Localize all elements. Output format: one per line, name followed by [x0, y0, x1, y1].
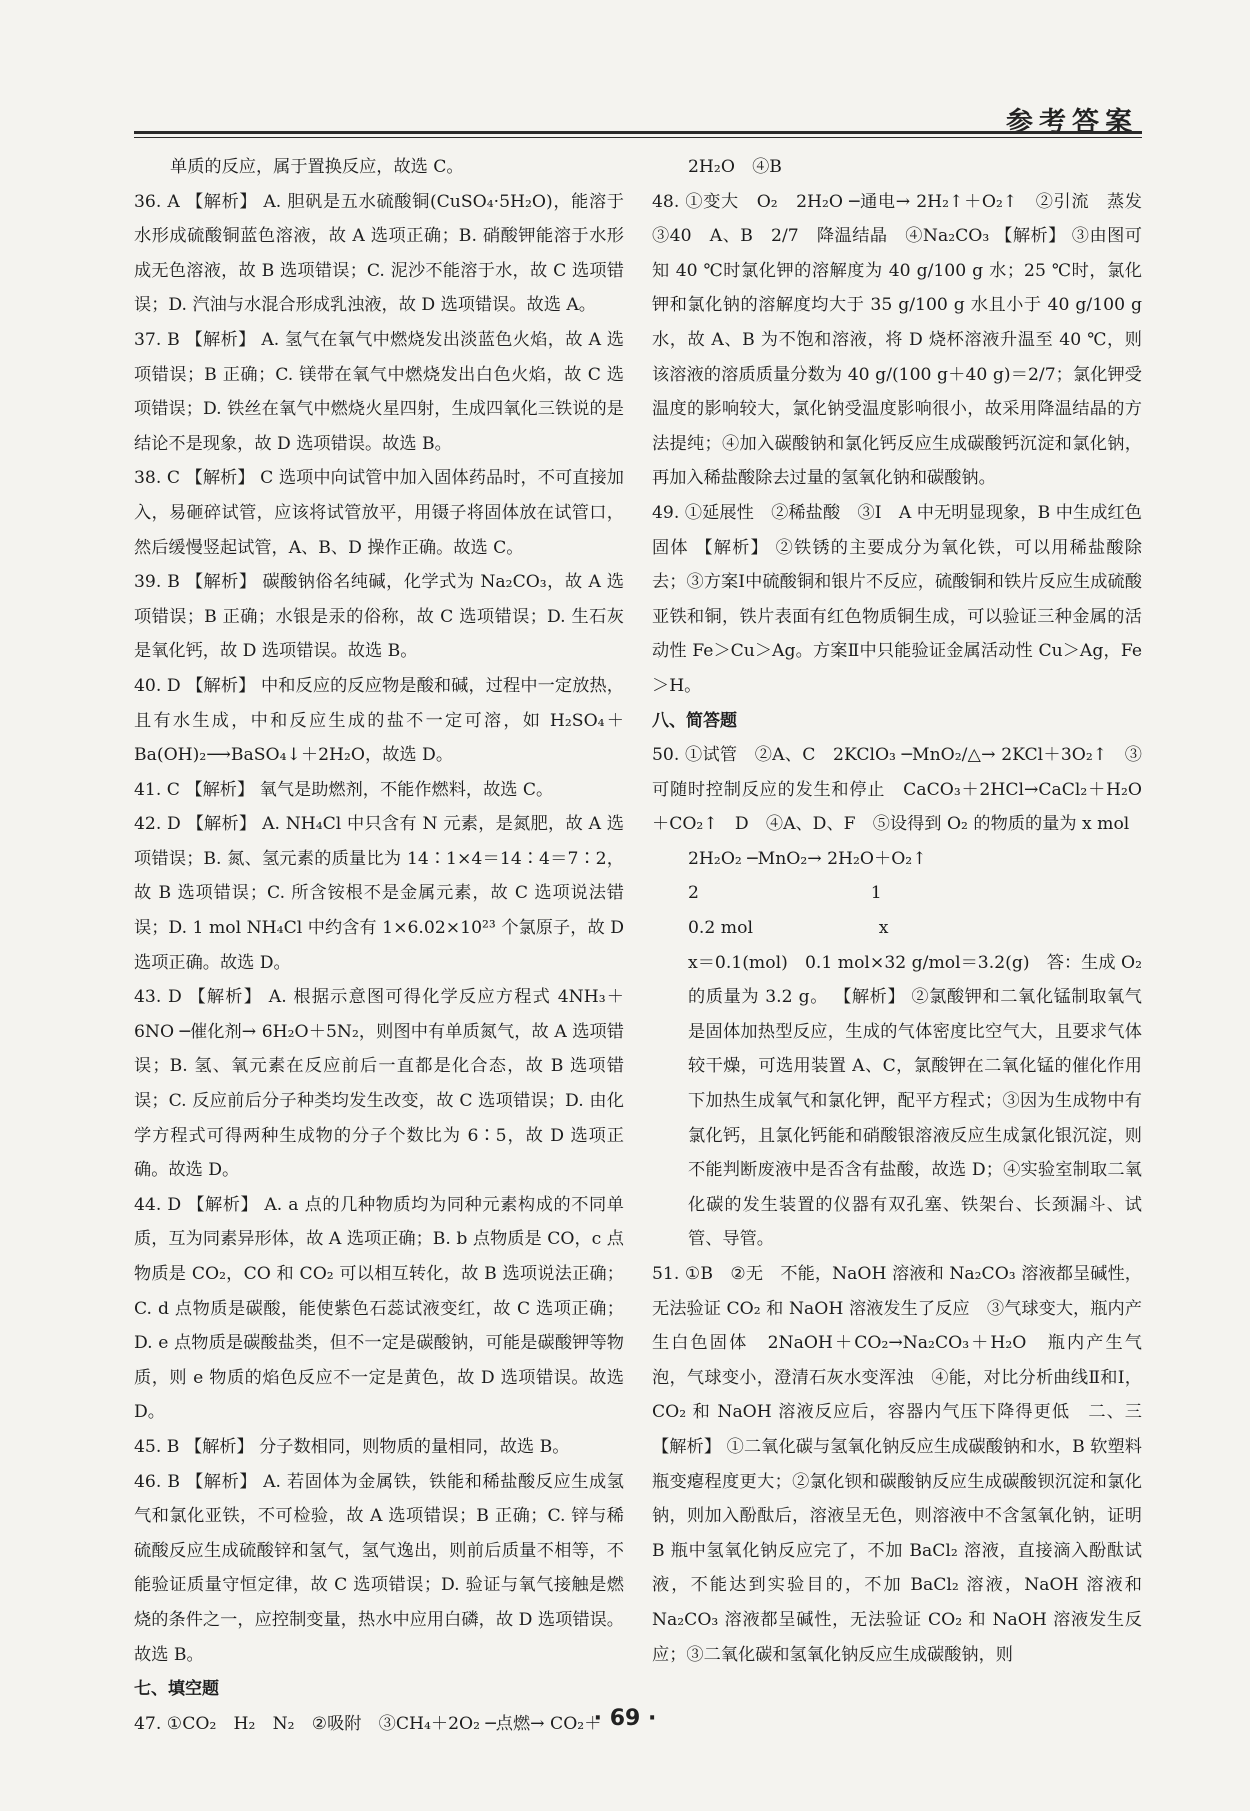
- answer-37: 37. B 【解析】 A. 氢气在氧气中燃烧发出淡蓝色火焰，故 A 选项错误；B 正确；C. 镁带在氧气中燃烧发出白色火焰，故 C 选项错误；D. 铁丝在氧气中燃烧火星四射，生成四氧化三铁说的是结论不是现象，故 D 选项错误。故选 B。: [134, 329, 624, 454]
- answer-50: 50. ①试管 ②A、C 2KClO₃ ─MnO₂/△→ 2KCl＋3O₂↑ ③可随时控制反应的发生和停止 CaCO₃＋2HCl→CaCl₂＋H₂O＋CO₂↑ D ④A、D、F ⑤设得到 O₂ 的物质的量为 x mol: [652, 745, 1142, 835]
- left-column: [134, 150, 624, 1734]
- page-header-title: 参考答案: [1006, 107, 1138, 138]
- answer-46: 46. B 【解析】 A. 若固体为金属铁，铁能和稀盐酸反应生成氢气和氯化亚铁，不可检验，故 A 选项错误；B 正确；C. 锌与稀硫酸反应生成硫酸锌和氢气，氢气逸出，则前后质量不相等，不能验证质量守恒定律，故 C 选项错误；D. 验证与氧气接触是燃烧的条件之一，应控制变量，热水中应用白磷，故 D 选项错误。故选 B。: [134, 1471, 624, 1665]
- answer-43: 43. D 【解析】 A. 根据示意图可得化学反应方程式 4NH₃＋6NO ─催化剂→ 6H₂O＋5N₂，则图中有单质氮气，故 A 选项错误；B. 氢、氧元素在反应前后一直都是化合态，故 B 选项错误；C. 反应前后分子种类均发生改变，故 C 选项错误；D. 由化学方程式可得两种生成物的分子个数比为 6∶5，故 D 选项正确。故选 D。: [134, 987, 624, 1181]
- page-number: · 69 ·: [593, 1706, 657, 1731]
- header-rule-thin: [134, 137, 1142, 138]
- answer-51: 51. ①B ②无 不能，NaOH 溶液和 Na₂CO₃ 溶液都呈碱性，无法验证 CO₂ 和 NaOH 溶液发生了反应 ③气球变大，瓶内产生白色固体 2NaOH＋CO₂→Na₂CO₃＋H₂O 瓶内产生气泡，气球变小，澄清石灰水变浑浊 ④能，对比分析曲线Ⅱ和Ⅰ，CO₂ 和 NaOH 溶液反应后，容器内气压下降得更低 二、三 【解析】 ①二氧化碳与氢氧化钠反应生成碳酸钠和水，B 软塑料瓶变瘪程度更大；②氯化钡和碳酸钠反应生成碳酸钡沉淀和氯化钠，则加入酚酞后，溶液呈无色，则溶液中不含氢氧化钠，证明 B 瓶中氢氧化钠反应完了，不加 BaCl₂ 溶液，直接滴入酚酞试液，不能达到实验目的，不加 BaCl₂ 溶液，NaOH 溶液和 Na₂CO₃ 溶液都呈碱性，无法验证 CO₂ 和 NaOH 溶液发生反应；③二氧化碳和氢氧化钠反应生成碳酸钠，则: [652, 1264, 1142, 1665]
- answer-50-amount: 0.2 mol x: [688, 918, 889, 939]
- right-column: [652, 150, 1160, 1670]
- answer-47-continued: 2H₂O ④B: [688, 157, 782, 177]
- answer-paragraph: 单质的反应，属于置换反应，故选 C。: [170, 157, 464, 177]
- section-heading-fill-blank: 七、填空题: [134, 1679, 219, 1700]
- answer-45: 45. B 【解析】 分子数相同，则物质的量相同，故选 B。: [134, 1436, 570, 1457]
- answer-44: 44. D 【解析】 A. a 点的几种物质均为同种元素构成的不同单质，互为同素异形体，故 A 选项正确；B. b 点物质是 CO，c 点物质是 CO₂，CO 和 CO₂ 可以相互转化，故 B 选项说法正确；C. d 点物质是碳酸，能使紫色石蕊试液变红，故 C 选项正确；D. e 点物质是碳酸盐类，但不一定是碳酸钠，可能是碳酸钾等物质，则 e 物质的焰色反应不一定是黄色，故 D 选项错误。故选 D。: [134, 1194, 624, 1423]
- section-heading-short-answer: 八、简答题: [652, 710, 737, 731]
- answer-36: 36. A 【解析】 A. 胆矾是五水硫酸铜(CuSO₄·5H₂O)，能溶于水形成硫酸铜蓝色溶液，故 A 选项正确；B. 硝酸钾能溶于水形成无色溶液，故 B 选项错误；C. 泥沙不能溶于水，故 C 选项错误；D. 汽油与水混合形成乳浊液，故 D 选项错误。故选 A。: [134, 191, 624, 316]
- answer-39: 39. B 【解析】 碳酸钠俗名纯碱，化学式为 Na₂CO₃，故 A 选项错误；B 正确；水银是汞的俗称，故 C 选项错误；D. 生石灰是氧化钙，故 D 选项错误。故选 B。: [134, 572, 624, 662]
- answer-48: 48. ①变大 O₂ 2H₂O ─通电→ 2H₂↑＋O₂↑ ②引流 蒸发 ③40 A、B 2/7 降温结晶 ④Na₂CO₃ 【解析】 ③由图可知 40 ℃时氯化钾的溶解度为 40 g/100 g 水；25 ℃时，氯化钾和氯化钠的溶解度均大于 35 g/100 g 水且小于 40 g/100 g 水，故 A、B 为不饱和溶液，将 D 烧杯溶液升温至 40 ℃，则该溶液的溶质质量分数为 40 g/(100 g＋40 g)＝2/7；氯化钾受温度的影响较大，氯化钠受温度影响很小，故采用降温结晶的方法提纯；④加入碳酸钠和氯化钙反应生成碳酸钙沉淀和氯化钠，再加入稀盐酸除去过量的氢氧化钠和碳酸钠。: [652, 191, 1160, 489]
- answer-40: 40. D 【解析】 中和反应的反应物是酸和碱，过程中一定放热，且有水生成，中和反应生成的盐不一定可溶，如 H₂SO₄＋Ba(OH)₂⟶BaSO₄↓＋2H₂O，故选 D。: [134, 675, 624, 766]
- answer-41: 41. C 【解析】 氧气是助燃剂，不能作燃料，故选 C。: [134, 779, 554, 800]
- header-rule: [134, 131, 1142, 134]
- answer-47: 47. ①CO₂ H₂ N₂ ②吸附 ③CH₄＋2O₂ ─点燃→ CO₂＋: [134, 1713, 602, 1734]
- answer-50-equation: 2H₂O₂ ─MnO₂→ 2H₂O＋O₂↑: [688, 848, 927, 869]
- answer-50-solution: x＝0.1(mol) 0.1 mol×32 g/mol＝3.2(g) 答：生成 O₂ 的质量为 3.2 g。 【解析】 ②氯酸钾和二氧化锰制取氧气是固体加热型反应，生成的气体密度比空气大，且要求气体较干燥，可选用装置 A、C，氯酸钾在二氧化锰的催化作用下加热生成氧气和氯化钾，配平方程式；③因为生成物中有氯化钙，且氯化钙能和硝酸银溶液反应生成氯化银沉淀，则不能判断废液中是否含有盐酸，故选 D；④实验室制取二氧化碳的发生装置的仪器有双孔塞、铁架台、长颈漏斗、试管、导管。: [688, 952, 1142, 1250]
- answer-38: 38. C 【解析】 C 选项中向试管中加入固体药品时，不可直接加入，易砸碎试管，应该将试管放平，用镊子将固体放在试管口，然后缓慢竖起试管，A、B、D 操作正确。故选 C。: [134, 468, 624, 558]
- answer-49: 49. ①延展性 ②稀盐酸 ③Ⅰ A 中无明显现象，B 中生成红色固体 【解析】 ②铁锈的主要成分为氧化铁，可以用稀盐酸除去；③方案Ⅰ中硫酸铜和银片不反应，硫酸铜和铁片反应生成硫酸亚铁和铜，铁片表面有红色物质铜生成，可以验证三种金属的活动性 Fe＞Cu＞Ag。方案Ⅱ中只能验证金属活动性 Cu＞Ag，Fe＞H。: [652, 502, 1142, 696]
- answer-50-ratio: 2 1: [688, 883, 882, 904]
- answer-42: 42. D 【解析】 A. NH₄Cl 中只含有 N 元素，是氮肥，故 A 选项错误；B. 氮、氢元素的质量比为 14∶1×4＝14∶4＝7∶2，故 B 选项错误；C. 所含铵根不是金属元素，故 C 选项说法错误；D. 1 mol NH₄Cl 中约含有 1×6.02×10²³ 个氯原子，故 D 选项正确。故选 D。: [134, 814, 624, 973]
